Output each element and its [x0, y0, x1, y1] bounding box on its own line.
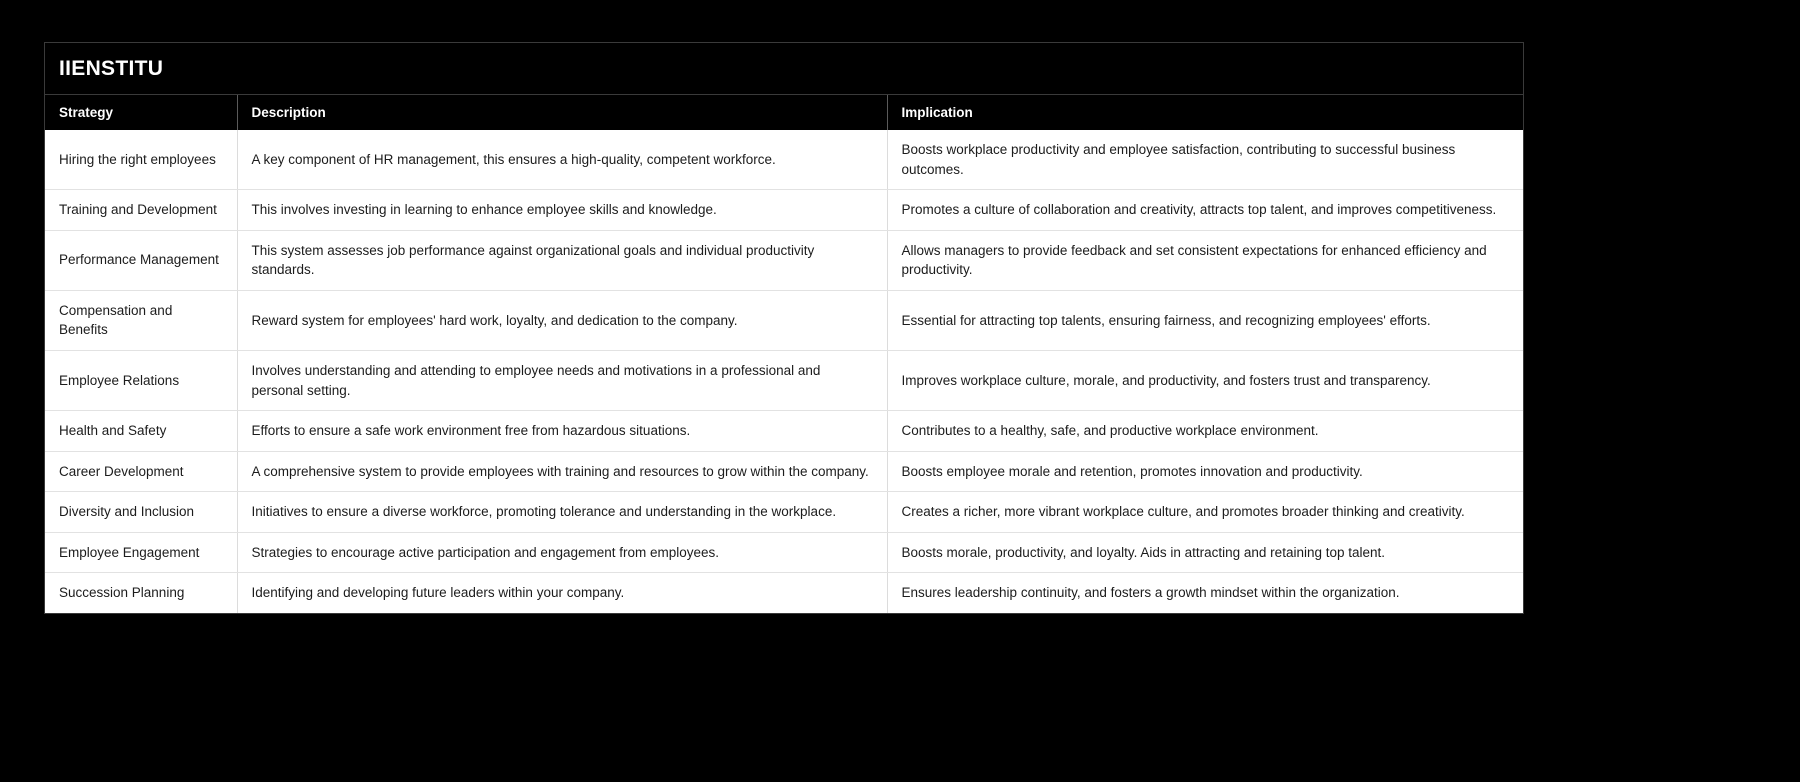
cell-description: Reward system for employees' hard work, loyalty, and dedication to the company. [237, 290, 887, 350]
column-header-implication[interactable]: Implication [887, 95, 1524, 130]
cell-implication: Boosts morale, productivity, and loyalty. Aids in attracting and retaining top talent. [887, 532, 1524, 573]
cell-description: Identifying and developing future leaders within your company. [237, 573, 887, 613]
hr-strategy-card [44, 42, 1524, 614]
table-row [45, 230, 1524, 290]
cell-strategy: Diversity and Inclusion [45, 492, 237, 533]
cell-description: Initiatives to ensure a diverse workforce, promoting tolerance and understanding in the workplace. [237, 492, 887, 533]
table-row [45, 190, 1524, 231]
cell-implication: Creates a richer, more vibrant workplace culture, and promotes broader thinking and creativity. [887, 492, 1524, 533]
brand-title: IIENSTITU [59, 56, 164, 80]
cell-implication: Contributes to a healthy, safe, and productive workplace environment. [887, 411, 1524, 452]
column-header-strategy[interactable]: Strategy [45, 95, 237, 130]
cell-strategy: Career Development [45, 451, 237, 492]
cell-implication: Improves workplace culture, morale, and productivity, and fosters trust and transparency. [887, 350, 1524, 410]
table-row [45, 411, 1524, 452]
cell-strategy: Employee Relations [45, 350, 237, 410]
table-header [45, 95, 1524, 130]
table-row [45, 350, 1524, 410]
cell-implication: Ensures leadership continuity, and fosters a growth mindset within the organization. [887, 573, 1524, 613]
table-row [45, 492, 1524, 533]
cell-description: This system assesses job performance against organizational goals and individual productivity standards. [237, 230, 887, 290]
cell-description: Strategies to encourage active participation and engagement from employees. [237, 532, 887, 573]
cell-description: Efforts to ensure a safe work environment free from hazardous situations. [237, 411, 887, 452]
cell-description: This involves investing in learning to enhance employee skills and knowledge. [237, 190, 887, 231]
table-body [45, 130, 1524, 613]
column-header-description[interactable]: Description [237, 95, 887, 130]
cell-implication: Allows managers to provide feedback and set consistent expectations for enhanced efficiency and productivity. [887, 230, 1524, 290]
table-row [45, 290, 1524, 350]
cell-strategy: Performance Management [45, 230, 237, 290]
cell-strategy: Training and Development [45, 190, 237, 231]
table-row [45, 130, 1524, 190]
cell-strategy: Employee Engagement [45, 532, 237, 573]
table-header-row [45, 95, 1524, 130]
cell-implication: Boosts workplace productivity and employee satisfaction, contributing to successful business outcomes. [887, 130, 1524, 190]
cell-implication: Boosts employee morale and retention, promotes innovation and productivity. [887, 451, 1524, 492]
cell-implication: Promotes a culture of collaboration and creativity, attracts top talent, and improves competitiveness. [887, 190, 1524, 231]
cell-description: A key component of HR management, this ensures a high-quality, competent workforce. [237, 130, 887, 190]
cell-strategy: Hiring the right employees [45, 130, 237, 190]
cell-description: A comprehensive system to provide employees with training and resources to grow within the company. [237, 451, 887, 492]
table-row [45, 573, 1524, 613]
table-row [45, 451, 1524, 492]
table-row [45, 532, 1524, 573]
cell-strategy: Compensation and Benefits [45, 290, 237, 350]
cell-strategy: Succession Planning [45, 573, 237, 613]
cell-strategy: Health and Safety [45, 411, 237, 452]
brand-header [45, 43, 1523, 95]
cell-implication: Essential for attracting top talents, ensuring fairness, and recognizing employees' efforts. [887, 290, 1524, 350]
cell-description: Involves understanding and attending to employee needs and motivations in a professional and personal setting. [237, 350, 887, 410]
hr-strategy-table [45, 95, 1524, 613]
